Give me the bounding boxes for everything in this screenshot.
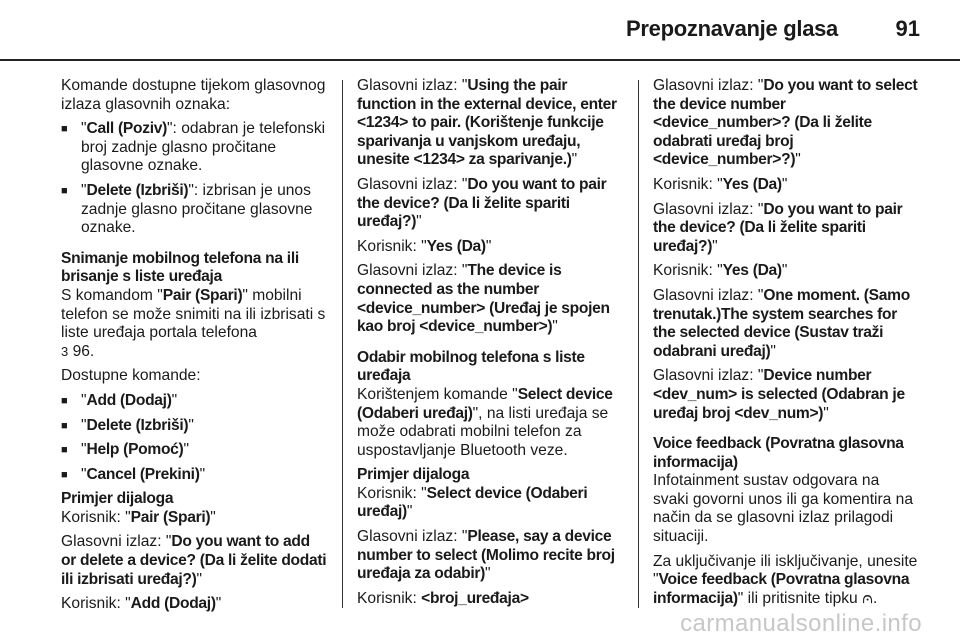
available-command-list [61,392,327,484]
section-heading: Voice feedback (Povratna glasovna informacija) [653,435,904,471]
column-1 [61,77,327,620]
toggle-instruction: Za uključivanje ili isključivanje, unesite "Voice feedback (Povratna glasovna informacija)" ili pritisnite tipku ⩀. [653,552,918,607]
dialog-line: Glasovni izlaz: "One moment. (Samo trenutak.)The system searches for the selected device (Sustav traži odabrani uređaj)" [653,286,910,360]
page-reference-arrow-icon: 3 [61,343,69,359]
dialog-line: Korisnik: "Pair (Spari)" [61,508,216,526]
dialog-line: Korisnik: "Yes (Da)" [653,175,788,193]
watermark: carmanualsonline.info [680,610,922,637]
column-2 [357,77,623,614]
section-heading: Snimanje mobilnog telefona na ili brisanje s liste uređaja [61,249,299,286]
dialog-line: Glasovni izlaz: "Do you want to select the device number <device_number>? (Da li želite odabrati uređaj broj <device_number>?)" [653,77,918,169]
example-heading: Primjer dijaloga [61,490,174,508]
column-divider [342,80,343,608]
command-name: Add (Dodaj) [86,391,172,409]
list-item: ■ "Add (Dodaj)" [61,392,327,411]
dialog-line: Glasovni izlaz: "Please, say a device number to select (Molimo recite broj uređaja za odabir)" [357,528,615,583]
command-description: : odabran je telefonski broj zadnje glasno pročitane glasovne oznake. [81,120,326,175]
page-reference: 96. [68,342,95,360]
list-item: ■ "Cancel (Prekini)" [61,466,327,485]
voice-tag-command-list [61,120,327,238]
section-paragraph: Korištenjem komande "Select device (Odaberi uređaj)", na listi uređaja se može odabrati mobilni telefon za uspostavljanje Bluetooth veze. [357,385,613,459]
intro-paragraph: Komande dostupne tijekom glasovnog izlaza glasovnih oznaka: [61,77,326,113]
column-divider [638,80,639,608]
section-paragraph: S komandom "Pair (Spari)" mobilni telefon se može snimiti na ili izbrisati s liste uređaja portala telefona 3 96. [61,286,326,360]
dialog-line: Glasovni izlaz: "The device is connected as the number <device_number> (Uređaj je spojen kao broj <device_number>)" [357,262,610,336]
dialog-line: Glasovni izlaz: "Using the pair function in the external device, enter <1234> to pair. (Korištenje funkcije sparivanja u vanjskom uređaju, unesite <1234> za sparivanje.)" [357,77,617,169]
dialog-line: Glasovni izlaz: "Device number <dev_num> is selected (Odabran je uređaj broj <dev_num>)" [653,367,905,422]
page-number: 91 [895,16,920,41]
dialog-line: Glasovni izlaz: "Do you want to add or delete a device? (Da li želite dodati ili izbrisati uređaj?)" [61,533,327,588]
column-3 [653,77,919,614]
command-name: Select device (Odaberi uređaj) [357,385,613,422]
section-paragraph: Infotainment sustav odgovara na svaki govorni unos ili ga komentira na način da se glasovni izlaz prilagodi situaciji. [653,472,914,546]
list-item: ■ "Delete (Izbriši)": izbrisan je unos zadnje glasno pročitane glasovne oznake. [61,182,327,238]
list-item: ■ "Help (Pomoć)" [61,441,327,460]
dialog-line: Korisnik: <broj_uređaja> [357,589,529,607]
list-item: ■ "Call (Poziv)": odabran je telefonski broj zadnje glasno pročitane glasovne oznake. [61,120,327,176]
dialog-line: Glasovni izlaz: "Do you want to pair the device? (Da li želite spariti uređaj?)" [653,200,903,255]
command-name: Delete (Izbriši) [86,181,189,199]
command-description: : izbrisan je unos zadnje glasno pročitane glasovne oznake. [81,181,313,237]
voice-key-icon: ⩀ [862,589,873,607]
command-name: Call (Poziv) [86,120,167,138]
page-header-title: Prepoznavanje glasa [626,16,838,41]
dialog-line: Glasovni izlaz: "Do you want to pair the device? (Da li želite spariti uređaj?)" [357,175,607,231]
command-name: Cancel (Prekini) [86,465,200,483]
header-divider [0,59,960,61]
dialog-line: Korisnik: "Yes (Da)" [357,237,492,255]
example-heading: Primjer dijaloga [357,466,470,484]
dialog-line: Korisnik: "Add (Dodaj)" [61,595,222,613]
command-name: Delete (Izbriši) [86,416,189,434]
section-heading: Odabir mobilnog telefona s liste uređaja [357,348,585,385]
list-item: ■ "Delete (Izbriši)" [61,417,327,436]
dialog-line: Korisnik: "Yes (Da)" [653,262,788,280]
command-name: Pair (Spari) [162,286,243,304]
available-commands-label: Dostupne komande: [61,367,201,385]
dialog-line: Korisnik: "Select device (Odaberi uređaj)" [357,484,588,521]
command-name: Help (Pomoć) [86,441,184,459]
command-name: Voice feedback (Povratna glasovna informacija) [653,571,910,607]
